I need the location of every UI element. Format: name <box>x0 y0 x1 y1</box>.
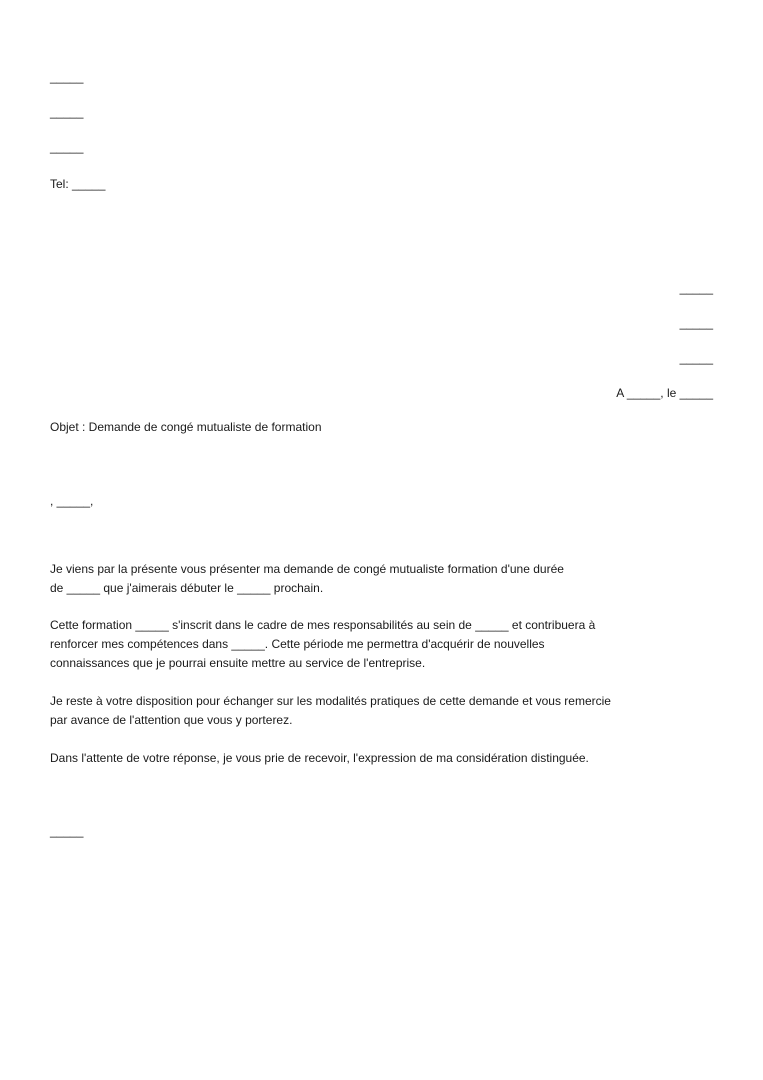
body-paragraph-2-line-1: Cette formation _____ s'inscrit dans le cadre de mes responsabilités au sein de _____ et contribuera à <box>50 618 596 632</box>
body-paragraph-3 <box>50 692 720 730</box>
sender-line-3: _____ <box>50 140 84 154</box>
sender-line-1: _____ <box>50 70 84 84</box>
body-paragraph-2 <box>50 616 720 673</box>
body-paragraph-3-line-1: Je reste à votre disposition pour échanger sur les modalités pratiques de cette demande et vous remercie <box>50 694 611 708</box>
body-paragraph-1-line-1: Je viens par la présente vous présenter ma demande de congé mutualiste formation d'une durée <box>50 562 564 576</box>
subject-line: Objet : Demande de congé mutualiste de formation <box>50 420 322 434</box>
body-paragraph-1 <box>50 560 720 598</box>
signature-line: _____ <box>50 824 84 838</box>
sender-line-2: _____ <box>50 105 84 119</box>
body-paragraph-4-line-1: Dans l'attente de votre réponse, je vous prie de recevoir, l'expression de ma considération distinguée. <box>50 751 589 765</box>
body-paragraph-2-line-3: connaissances que je pourrai ensuite mettre au service de l'entreprise. <box>50 656 426 670</box>
recipient-line-3: _____ <box>679 351 713 365</box>
body-paragraph-4 <box>50 749 720 768</box>
body-paragraph-1-line-2: de _____ que j'aimerais débuter le _____ prochain. <box>50 581 324 595</box>
recipient-line-1: _____ <box>679 281 713 295</box>
body-paragraph-3-line-2: par avance de l'attention que vous y porterez. <box>50 713 293 727</box>
place-date: A _____, le _____ <box>616 386 713 400</box>
recipient-line-2: _____ <box>679 316 713 330</box>
salutation: , _____, <box>50 494 94 508</box>
sender-tel: Tel: _____ <box>50 177 106 191</box>
body-paragraph-2-line-2: renforcer mes compétences dans _____. Cette période me permettra d'acquérir de nouvelles <box>50 637 545 651</box>
